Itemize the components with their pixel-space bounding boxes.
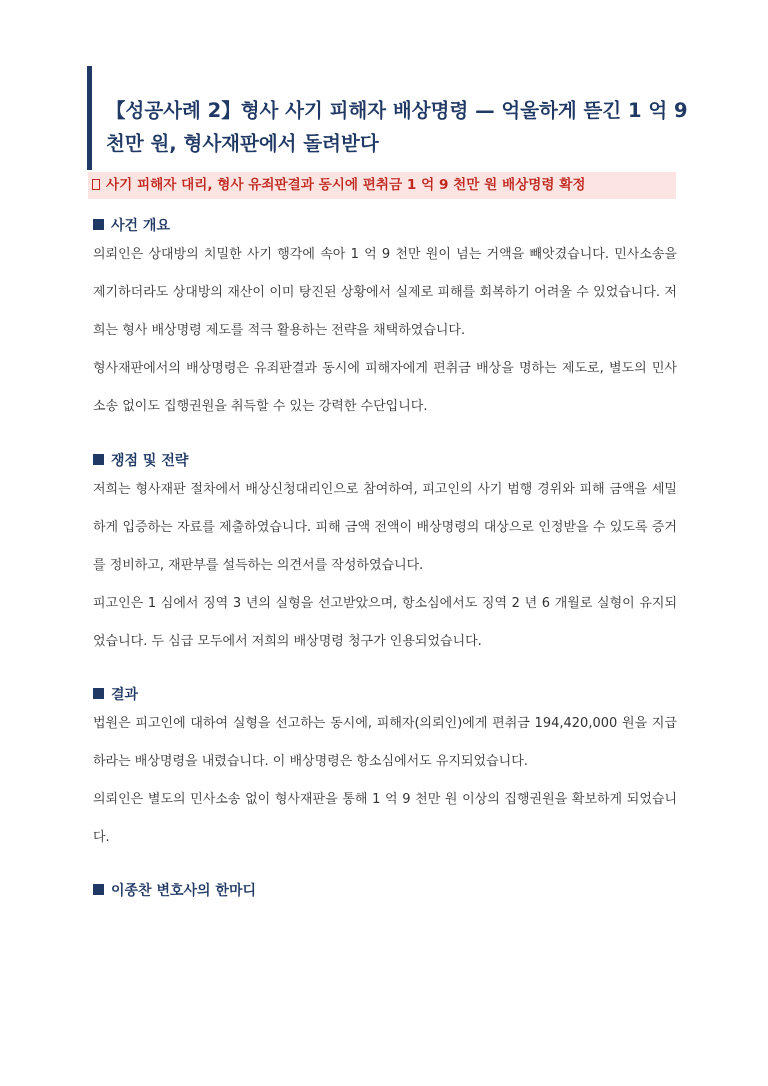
square-bullet-icon bbox=[93, 454, 104, 465]
paragraph: 형사재판에서의 배상명령은 유죄판결과 동시에 피해자에게 편취금 배상을 명하는 제도로, 별도의 민사소송 없이도 집행권원을 취득할 수 있는 강력한 수단입니다. bbox=[93, 361, 677, 414]
section-result bbox=[93, 685, 677, 857]
paragraph: 피고인은 1 심에서 징역 3 년의 실형을 선고받았으며, 항소심에서도 징역 2 년 6 개월로 실형이 유지되었습니다. 두 심급 모두에서 저희의 배상명령 청구가 인용되었습니다. bbox=[93, 596, 677, 649]
square-bullet-icon bbox=[93, 884, 104, 895]
square-bullet-icon bbox=[93, 688, 104, 699]
section-heading: 쟁점 및 전략 bbox=[93, 451, 677, 471]
title-block bbox=[87, 66, 706, 170]
square-bullet-icon bbox=[93, 219, 104, 230]
page-title: 【성공사례 2】형사 사기 피해자 배상명령 — 억울하게 뜯긴 1 억 9 천만 원, 형사재판에서 돌려받다 bbox=[106, 99, 688, 155]
section-issues-strategy bbox=[93, 451, 677, 661]
summary-text: 사기 피해자 대리, 형사 유죄판결과 동시에 편취금 1 억 9 천만 원 배상명령 확정 bbox=[106, 177, 586, 193]
section-heading: 이종찬 변호사의 한마디 bbox=[93, 881, 677, 901]
section-lawyer-comment bbox=[93, 881, 677, 901]
summary-highlight bbox=[88, 172, 676, 199]
paragraph: 의뢰인은 상대방의 치밀한 사기 행각에 속아 1 억 9 천만 원이 넘는 거액을 빼앗겼습니다. 민사소송을 제기하더라도 상대방의 재산이 이미 탕진된 상황에서 실제로 피해를 회복하기 어려울 수 있었습니다. 저희는 형사 배상명령 제도를 적극 활용하는 전략을 채택하였습니다. bbox=[93, 247, 677, 338]
box-icon bbox=[92, 179, 100, 190]
paragraph: 저희는 형사재판 절차에서 배상신청대리인으로 참여하여, 피고인의 사기 범행 경위와 피해 금액을 세밀하게 입증하는 자료를 제출하였습니다. 피해 금액 전액이 배상명령의 대상으로 인정받을 수 있도록 증거를 정비하고, 재판부를 설득하는 의견서를 작성하였습니다. bbox=[93, 482, 677, 573]
paragraph: 법원은 피고인에 대하여 실형을 선고하는 동시에, 피해자(의뢰인)에게 편취금 194,420,000 원을 지급하라는 배상명령을 내렸습니다. 이 배상명령은 항소심에서도 유지되었습니다. bbox=[93, 716, 677, 769]
section-heading: 사건 개요 bbox=[93, 216, 677, 236]
paragraph: 의뢰인은 별도의 민사소송 없이 형사재판을 통해 1 억 9 천만 원 이상의 집행권원을 확보하게 되었습니다. bbox=[93, 792, 677, 845]
section-case-overview bbox=[93, 216, 677, 426]
section-heading: 결과 bbox=[93, 685, 677, 705]
